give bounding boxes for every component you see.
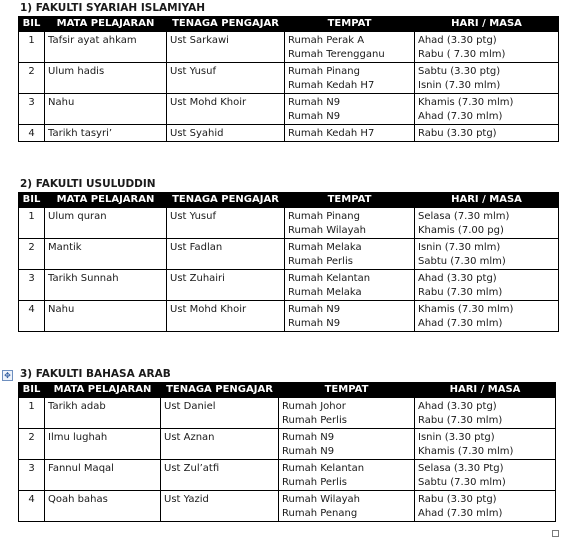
place-line: Rumah Kelantan [288,273,371,284]
subject-cell: Nahu [45,94,167,125]
section-title: 2) FAKULTI USULUDDIN [20,178,156,190]
subject-cell: Ilmu lughah [45,429,161,460]
time-line: Ahad (3.30 ptg) [418,273,497,284]
subject-cell: Tarikh adab [45,398,161,429]
teacher-cell: Ust Daniel [161,398,279,429]
section-title: 3) FAKULTI BAHASA ARAB [20,368,171,380]
header-teacher: TENAGA PENGAJAR [167,17,285,32]
time-cell [415,239,559,270]
teacher-cell: Ust Syahid [167,125,285,142]
place-cell [285,208,415,239]
table-row [19,270,559,301]
time-line: Isnin (7.30 mlm) [418,80,501,91]
time-line: Isnin (7.30 mlm) [418,242,501,253]
row-number: 1 [19,32,45,63]
row-number: 3 [19,460,45,491]
place-line: Rumah Kedah H7 [288,128,375,139]
place-line: Rumah N9 [288,111,341,122]
row-number: 3 [19,94,45,125]
place-cell [279,460,415,491]
subject-cell: Nahu [45,301,167,332]
row-number: 4 [19,491,45,522]
time-line: Rabu ( 7.30 mlm) [418,49,506,60]
header-bil: BIL [19,193,45,208]
table-row [19,239,559,270]
place-line: Rumah Perlis [282,477,347,488]
place-line: Rumah Pinang [288,211,360,222]
place-line: Rumah Wilayah [288,225,366,236]
teacher-cell: Ust Zuhairi [167,270,285,301]
header-time: HARI / MASA [415,383,556,398]
section-syariah [18,0,559,142]
time-line: Rabu (7.30 mlm) [418,287,503,298]
time-line: Rabu (3.30 ptg) [418,494,497,505]
time-cell [415,125,559,142]
place-line: Rumah Perlis [288,256,353,267]
timetable [18,192,559,332]
table-row [19,94,559,125]
header-place: TEMPAT [285,17,415,32]
header-subject: MATA PELAJARAN [45,193,167,208]
table-row [19,32,559,63]
time-line: Khamis (7.30 mlm) [418,446,514,457]
table-resize-handle[interactable] [552,530,559,537]
time-line: Sabtu (3.30 ptg) [418,66,501,77]
row-number: 4 [19,125,45,142]
time-line: Khamis (7.00 pg) [418,225,504,236]
place-line: Rumah Kedah H7 [288,80,375,91]
place-cell [285,239,415,270]
section-usuluddin [18,176,559,332]
teacher-cell: Ust Sarkawi [167,32,285,63]
subject-cell: Qoah bahas [45,491,161,522]
time-line: Ahad (7.30 mlm) [418,111,503,122]
section-title: 1) FAKULTI SYARIAH ISLAMIYAH [20,2,206,14]
header-row [19,17,559,32]
time-cell [415,63,559,94]
time-cell [415,270,559,301]
time-cell [415,94,559,125]
teacher-cell: Ust Zul’atfi [161,460,279,491]
time-cell [415,32,559,63]
time-cell [415,429,556,460]
time-cell [415,398,556,429]
table-row [19,398,556,429]
place-line: Rumah N9 [288,97,341,108]
header-teacher: TENAGA PENGAJAR [167,193,285,208]
table-row [19,208,559,239]
timetable [18,16,559,142]
header-bil: BIL [19,383,45,398]
table-row [19,429,556,460]
place-line: Rumah N9 [282,446,335,457]
row-number: 2 [19,239,45,270]
subject-cell: Tarikh tasyri’ [45,125,167,142]
place-line: Rumah N9 [288,304,341,315]
time-line: Ahad (7.30 mlm) [418,318,503,329]
place-line: Rumah Penang [282,508,358,519]
time-line: Selasa (7.30 mlm) [418,211,510,222]
time-line: Sabtu (7.30 mlm) [418,256,506,267]
header-subject: MATA PELAJARAN [45,383,161,398]
place-line: Rumah N9 [288,318,341,329]
place-line: Rumah Kelantan [282,463,365,474]
teacher-cell: Ust Aznan [161,429,279,460]
place-cell [279,398,415,429]
place-cell [285,32,415,63]
table-row [19,491,556,522]
time-line: Sabtu (7.30 mlm) [418,477,506,488]
place-cell [279,429,415,460]
teacher-cell: Ust Yusuf [167,208,285,239]
place-line: Rumah Melaka [288,242,362,253]
timetable [18,382,556,522]
header-time: HARI / MASA [415,193,559,208]
row-number: 2 [19,429,45,460]
place-line: Rumah Johor [282,401,346,412]
time-line: Rabu (7.30 mlm) [418,415,503,426]
teacher-cell: Ust Yusuf [167,63,285,94]
place-cell [285,94,415,125]
place-line: Rumah Melaka [288,287,362,298]
place-line: Rumah N9 [282,432,335,443]
header-row [19,193,559,208]
teacher-cell: Ust Mohd Khoir [167,94,285,125]
place-line: Rumah Pinang [288,66,360,77]
time-line: Khamis (7.30 mlm) [418,97,514,108]
header-time: HARI / MASA [415,17,559,32]
time-cell [415,491,556,522]
subject-cell: Ulum hadis [45,63,167,94]
place-line: Rumah Wilayah [282,494,360,505]
row-number: 3 [19,270,45,301]
time-cell [415,460,556,491]
place-cell [285,270,415,301]
place-line: Rumah Perak A [288,35,365,46]
row-number: 2 [19,63,45,94]
subject-cell: Mantik [45,239,167,270]
time-line: Selasa (3.30 Ptg) [418,463,504,474]
teacher-cell: Ust Mohd Khoir [167,301,285,332]
row-number: 4 [19,301,45,332]
time-cell [415,208,559,239]
header-row [19,383,556,398]
time-line: Isnin (3.30 ptg) [418,432,495,443]
place-cell [279,491,415,522]
time-cell [415,301,559,332]
subject-cell: Tafsir ayat ahkam [45,32,167,63]
place-line: Rumah Terengganu [288,49,385,60]
subject-cell: Tarikh Sunnah [45,270,167,301]
place-cell [285,125,415,142]
subject-cell: Ulum quran [45,208,167,239]
time-line: Ahad (3.30 ptg) [418,35,497,46]
table-row [19,63,559,94]
section-bahasa-arab [18,366,556,522]
teacher-cell: Ust Yazid [161,491,279,522]
time-line: Rabu (3.30 ptg) [418,128,497,139]
time-line: Khamis (7.30 mlm) [418,304,514,315]
table-row [19,460,556,491]
header-teacher: TENAGA PENGAJAR [161,383,279,398]
row-number: 1 [19,208,45,239]
subject-cell: Fannul Maqal [45,460,161,491]
row-number: 1 [19,398,45,429]
header-subject: MATA PELAJARAN [45,17,167,32]
table-move-handle[interactable]: ✥ [2,370,13,381]
time-line: Ahad (3.30 ptg) [418,401,497,412]
header-place: TEMPAT [279,383,415,398]
teacher-cell: Ust Fadlan [167,239,285,270]
table-row [19,301,559,332]
header-bil: BIL [19,17,45,32]
place-line: Rumah Perlis [282,415,347,426]
table-row [19,125,559,142]
place-cell [285,63,415,94]
header-place: TEMPAT [285,193,415,208]
place-cell [285,301,415,332]
time-line: Ahad (7.30 mlm) [418,508,503,519]
